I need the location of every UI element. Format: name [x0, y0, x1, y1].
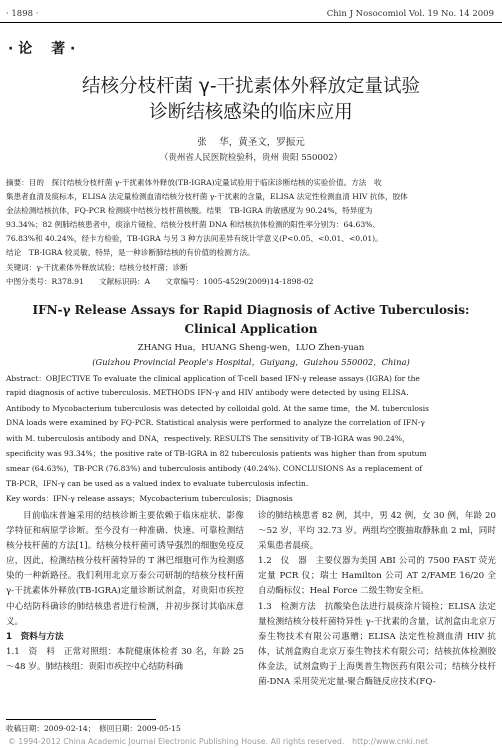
affiliation-cn: （贵州省人民医院检验科，贵州 贵阳 550002）: [159, 153, 343, 163]
abstract-cn-line2: 集患者血清及痰标本，ELISA 法定量检测血清结核分枝杆菌 γ-干扰素的含量，ELISA 法定性检测血清 HIV 抗体，胶体: [6, 192, 408, 201]
abstract-en-line5: with M. tuberculosis antibody and DNA，respectively. RESULTS The sensitivity of TB-IGRA was 90.24%，: [6, 434, 410, 443]
section-heading-materials: 1 资料与方法: [6, 631, 64, 642]
page-number: · 1898 ·: [6, 9, 39, 19]
abstract-en-line3: Antibody to Mycobacterium tuberculosis was detected by colloidal gold. At the same time，the M. tuberculosis: [6, 404, 430, 413]
classification-cn: 中图分类号：R378.91 文献标识码：A 文章编号：1005-4529(2009)14-1898-02: [6, 277, 314, 286]
instruments-paragraph: 1.2 仪 器 主要仪器为美国 ABI 公司的 7500 FAST 荧光定量 PCR 仪；瑞士 Hamilton 公司 AT 2/FAME 16/20 全自动酶标仪；Heal Force 二级生物安全柜。: [258, 556, 496, 597]
abstract-en-line1: Abstract：OBJECTIVE To evaluate the clinical application of T-cell based IFN-γ release assays (IGRA) for the: [6, 374, 420, 383]
footnote-dates: 收稿日期：2009-02-14； 修回日期：2009-05-15: [6, 724, 181, 733]
right-column: [258, 509, 496, 690]
abstract-en-line6: specificity was 93.34%；the positive rate of TB-IGRA in 82 tuberculosis patients was higher than from sputum: [6, 449, 427, 458]
abstract-en-line7: smear (64.63%)，TB-PCR (76.83%) and tuberculosis antibody (40.24%). CONCLUSIONS As a replacement of: [6, 464, 423, 473]
title-en-line1: IFN-γ Release Assays for Rapid Diagnosis of Active Tuberculosis:: [32, 303, 470, 317]
methods-paragraph: 1.3 检测方法 抗酸染色法进行晨痰涂片镜检；ELISA 法定量检测结核分枝杆菌特异性 γ-干扰素的含量，试剂盒由北京万泰生物技术有限公司惠赠；ELISA 法定性检测血清 HIV 抗体，试剂盒购自北京万泰生物技术有限公司；结核抗体检测胶体金法，试剂盒购于上海奥普生物医药有限公司；结核分枝杆菌-DNA 采用荧光定量-聚合酶链反应技术(FQ-: [258, 601, 496, 688]
subjects-paragraph: 1.1 资 料 正常对照组：本院健康体检者 30 名，年龄 25～48 岁。肺结核组：贵阳市疾控中心结防科确: [6, 646, 244, 672]
abstract-cn-line3: 金法检测结核抗体，FQ-PCR 检测痰中结核分枝杆菌核酸。结果 TB-IGRA 的敏感度为 90.24%，特异度为: [6, 206, 373, 215]
copyright-watermark: © 1994-2012 China Academic Journal Electronic Publishing House. All rights reserved. http://www.cnki.net: [8, 737, 429, 746]
abstract-cn-line5: 76.83%和 40.24%，经卡方检验，TB-IGRA 与另 3 种方法间差异有统计学意义(P<0.05、<0.01、<0.01)。: [6, 234, 383, 243]
abstract-en-line4: DNA loads were examined by FQ-PCR. Statistical analysis were performed to analyze the correlation of IFN-γ: [6, 418, 425, 427]
affiliation-en: (Guizhou Provincial People's Hospital，Guiyang，Guizhou 550002，China): [92, 357, 410, 367]
abstract-cn-line6: 结论 TB-IGRA 较灵敏、特异，是一种诊断肺结核的有价值的检测方法。: [6, 248, 255, 257]
journal-citation: Chin J Nosocomiol Vol. 19 No. 14 2009: [326, 9, 494, 19]
keywords-cn: 关键词：γ-干扰素体外释放试验；结核分枝杆菌；诊断: [6, 263, 188, 272]
abstract-cn-line4: 93.34%；82 例肺结核患者中，痰涂片镜检、结核分枝杆菌 DNA 和结核抗体检测的阳性率分别为：64.63%、: [6, 220, 380, 229]
authors-cn: 张 华，黄圣文，罗振元: [197, 137, 305, 148]
section-label: · 论 著 ·: [8, 41, 76, 57]
header-rule: [0, 22, 502, 23]
abstract-en-line2: rapid diagnosis of active tuberculosis. METHODS IFN-γ and HIV antibody were detected by using ELISA.: [6, 388, 409, 397]
title-en-line2: Clinical Application: [184, 322, 318, 336]
intro-paragraph: 目前临床普遍采用的结核诊断主要依赖于临床症状、影像学特征和病原学诊断。至今没有一种准确、快速、可靠检测结核分枝杆菌的方法[1]。结核分枝杆菌可诱导强烈的细胞免疫反应，因此，检测结核分枝杆菌特异的 T 淋巴细胞可作为检测感染的一种新路径。我们利用北京万泰公司研制的结核分枝杆菌 γ-干扰素体外释放(TB-IGRA)定量诊断试剂盒，对贵阳市疾控中心结防科确诊的肺结核患者进行检测，并初步探讨其临床意义。: [6, 511, 244, 627]
left-column: [6, 509, 244, 675]
title-cn-line2: 诊断结核感染的临床应用: [149, 102, 353, 123]
title-cn-line1: 结核分枝杆菌 γ-干扰素体外释放定量试验: [81, 76, 420, 97]
abstract-en-line8: TB-PCR，IFN-γ can be used as a valued index to evaluate tuberculosis infectin.: [6, 479, 309, 488]
footnote-rule: [6, 719, 156, 720]
keywords-en: Key words：IFN-γ release assays；Mycobacterium tuberculosis；Diagnosis: [6, 494, 293, 503]
patients-paragraph: 诊的肺结核患者 82 例，其中，男 42 例，女 30 例，年龄 20～52 岁，平均 32.73 岁。两组均空腹抽取静脉血 2 ml，同时采集患者晨痰。: [258, 511, 496, 552]
abstract-cn-line1: 摘要：目的 探讨结核分枝杆菌 γ-干扰素体外释放(TB-IGRA)定量试验用于临床诊断结核的实验价值。方法 收: [6, 178, 382, 187]
authors-en: ZHANG Hua，HUANG Sheng-wen，LUO Zhen-yuan: [137, 343, 365, 353]
